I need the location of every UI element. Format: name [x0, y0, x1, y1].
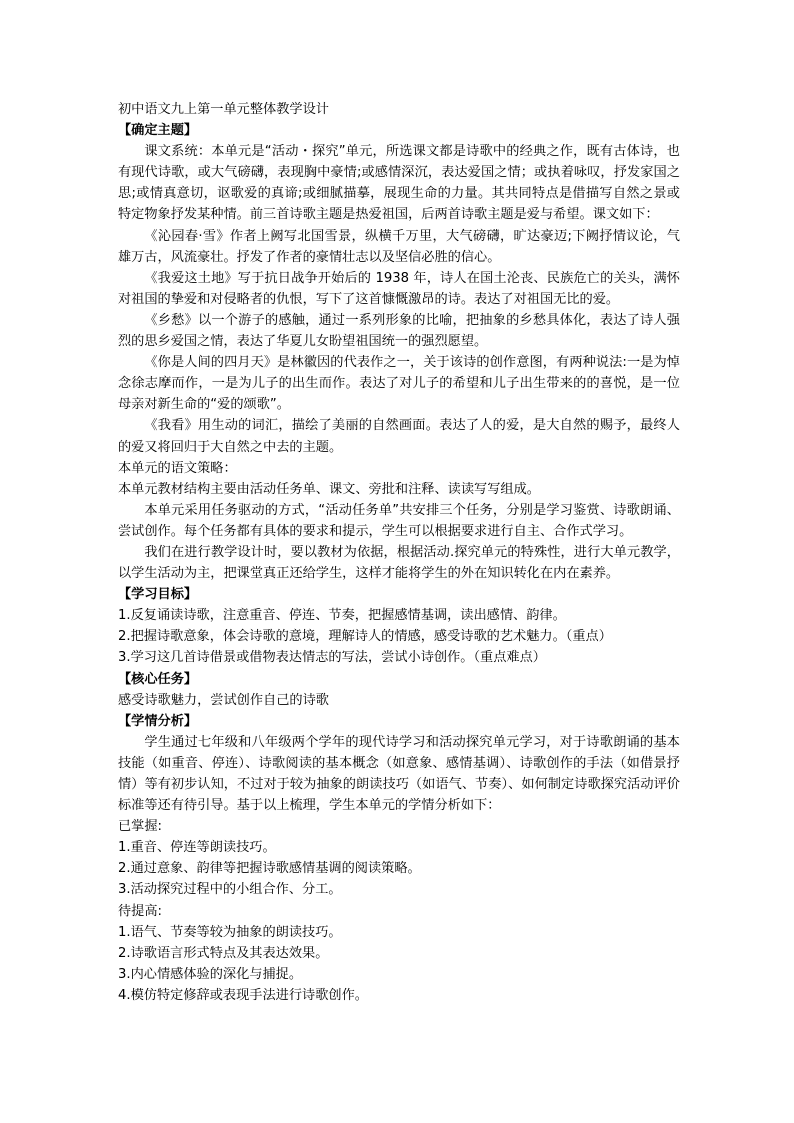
section-heading-goals: 【学习目标】: [118, 587, 198, 603]
core-task-text: 感受诗歌魅力，尝试创作自己的诗歌: [118, 692, 329, 708]
improve-item: 2.诗歌语言形式特点及其表达效果。: [118, 945, 329, 961]
goal-item: 3.学习这几首诗借景或借物表达情志的写法，尝试小诗创作。（重点难点）: [118, 650, 546, 666]
improve-item: 3.内心情感体验的深化与捕捉。: [118, 966, 303, 982]
document-title: 初中语文九上第一单元整体教学设计: [118, 102, 329, 117]
mastered-item: 3.活动探究过程中的小组合作、分工。: [118, 882, 342, 898]
mastered-label: 已掌握:: [118, 819, 163, 835]
strategy-label: 本单元的语文策略：: [118, 460, 237, 476]
improve-item: 1.语气、节奏等较为抽象的朗读技巧。: [118, 924, 342, 940]
text-summary-qinyuanchun: 《沁园春·雪》作者上阙写北国雪景，纵横千万里，大气磅礴，旷达豪迈;下阙抒情议论，气雄万古，风流豪壮。抒发了作者的豪情壮志以及坚信必胜的信心。: [118, 228, 680, 265]
improve-item: 4.模仿特定修辞或表现手法进行诗歌创作。: [118, 987, 368, 1003]
document-page: [118, 99, 680, 1006]
improve-label: 待提高:: [118, 903, 163, 919]
mastered-item: 2.通过意象、韵律等把握诗歌感情基调的阅读策略。: [118, 861, 421, 877]
text-summary-wokan: 《我看》用生动的词汇，描绘了美丽的自然画面。表达了人的爱，是大自然的赐予，最终人的爱又将回归于大自然之中去的主题。: [118, 418, 680, 455]
section-heading-core-task: 【核心任务】: [118, 671, 198, 687]
section-heading-theme: 【确定主题】: [118, 123, 198, 139]
strategy-paragraph: 本单元教材结构主要由活动任务单、课文、旁批和注释、读读写写组成。: [118, 481, 540, 497]
analysis-intro-paragraph: 学生通过七年级和八年级两个学年的现代诗学习和活动探究单元学习，对于诗歌朗诵的基本技能（如重音、停连）、诗歌阅读的基本概念（如意象、感情基调）、诗歌创作的手法（如借景抒情）等有初步认知，不过对于较为抽象的朗读技巧（如语气、节奏）、如何制定诗歌探究活动评价标准等还有待引导。基于以上梳理，学生本单元的学情分析如下：: [118, 734, 680, 814]
text-summary-april: 《你是人间的四月天》是林徽因的代表作之一，关于该诗的创作意图，有两种说法:一是为悼念徐志摩而作，一是为儿子的出生而作。表达了对儿子的希望和儿子出生带来的的喜悦，是一位母亲对新生命的“爱的颂歌”。: [118, 355, 680, 413]
text-summary-nostalgia: 《乡愁》以一个游子的感触，通过一系列形象的比喻，把抽象的乡愁具体化，表达了诗人强烈的思乡爱国之情，表达了华夏儿女盼望祖国统一的强烈愿望。: [118, 312, 680, 350]
theme-intro-paragraph: 课文系统：本单元是“活动・探究”单元，所选课文都是诗歌中的经典之作，既有古体诗，也有现代诗歌，或大气磅礴，表现胸中豪情;或感情深沉，表达爱国之情；或执着咏叹，抒发家国之思;或情真意切，讴歌爱的真谛;或细腻描摹，展现生命的力量。其共同特点是借描写自然之景或特定物象抒发某种情。前三首诗歌主题是热爱祖国，后两首诗歌主题是爱与希望。课文如下：: [118, 144, 680, 223]
text-summary-land: 《我爱这土地》写于抗日战争开始后的 1938 年，诗人在国土沦丧、民族危亡的关头，满怀对祖国的挚爱和对侵略者的仇恨，写下了这首慷慨激昂的诗。表达了对祖国无比的爱。: [118, 270, 680, 307]
goal-item: 2.把握诗歌意象，体会诗歌的意境，理解诗人的情感，感受诗歌的艺术魅力。（重点）: [118, 629, 612, 645]
mastered-item: 1.重音、停连等朗读技巧。: [118, 840, 276, 856]
goal-item: 1.反复诵读诗歌，注意重音、停连、节奏，把握感情基调，读出感情、韵律。: [118, 608, 566, 624]
section-heading-analysis: 【学情分析】: [118, 713, 198, 729]
design-paragraph: 我们在进行教学设计时，要以教材为依据，根据活动.探究单元的特殊性，进行大单元教学，以学生活动为主，把课堂真正还给学生，这样才能将学生的外在知识转化在内在素养。: [118, 544, 680, 582]
task-paragraph: 本单元采用任务驱动的方式，“活动任务单”共安排三个任务，分别是学习鉴赏、诗歌朗诵、尝试创作。每个任务都有具体的要求和提示，学生可以根据要求进行自主、合作式学习。: [118, 502, 680, 539]
